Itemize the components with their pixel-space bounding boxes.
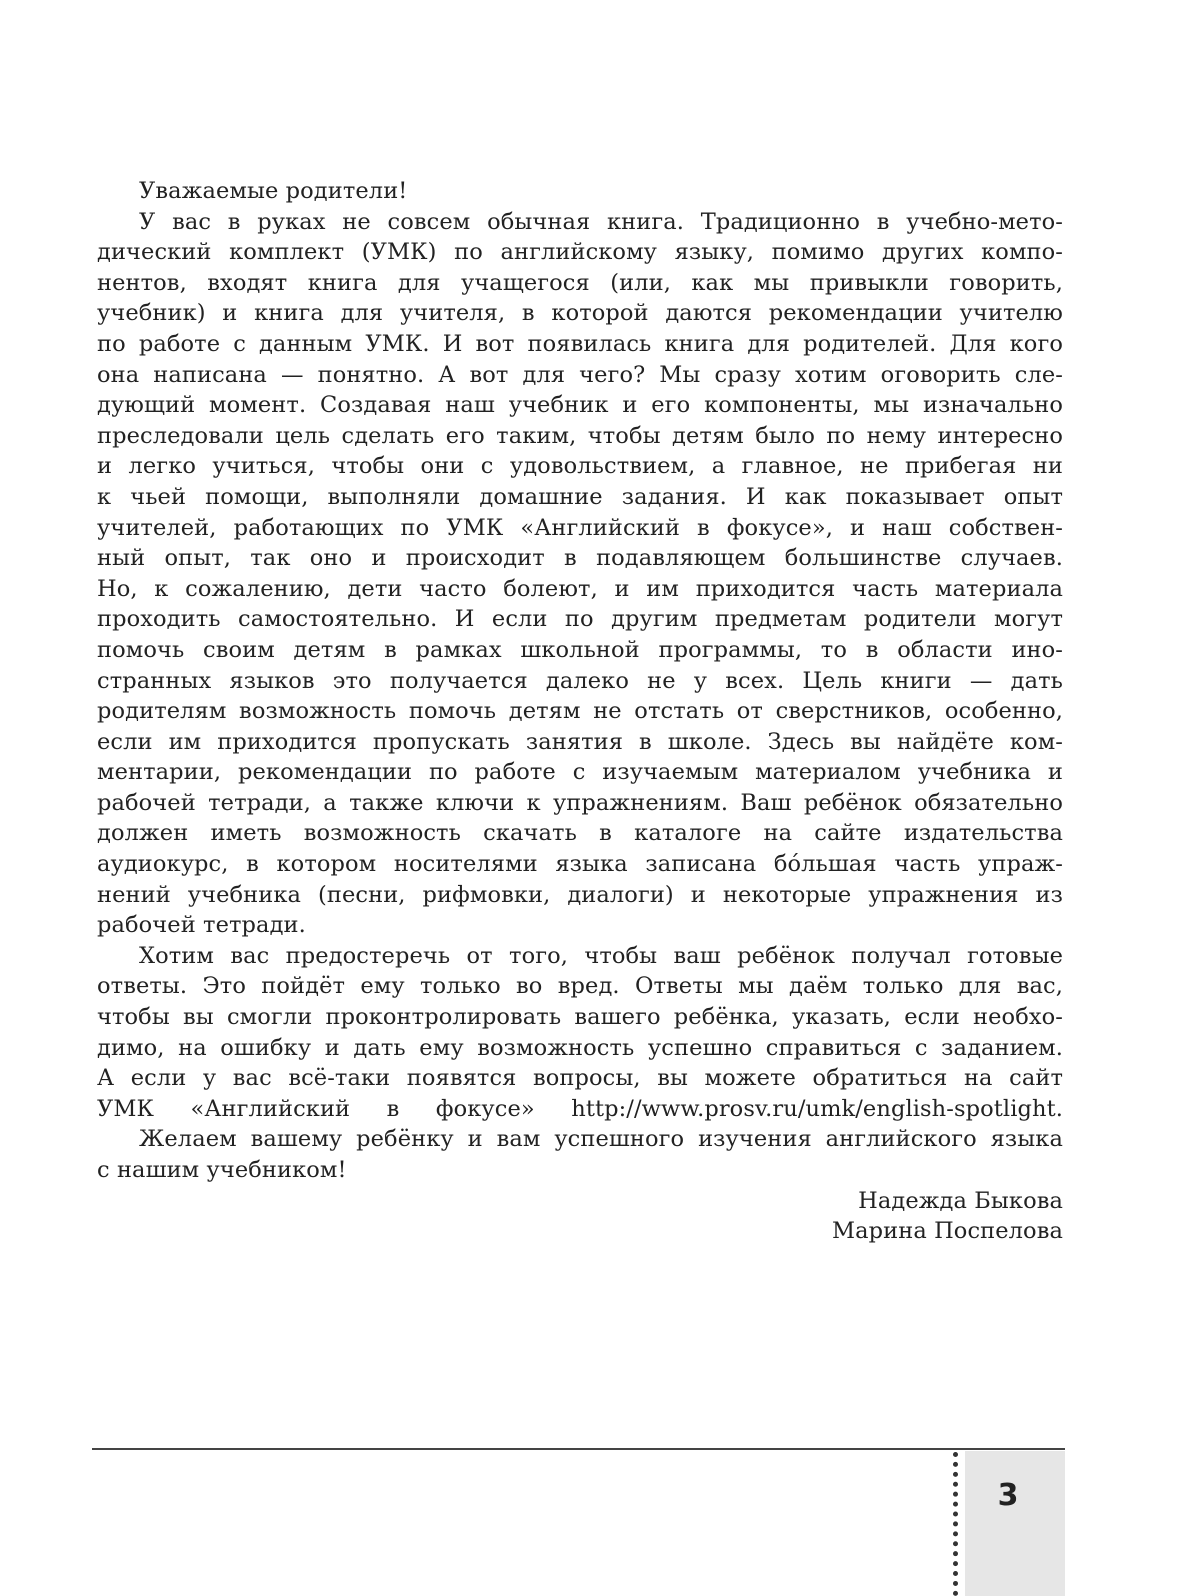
paragraph-1-line: к чьей помощи, выполняли домашние задания. И как показывает опыт bbox=[97, 483, 1063, 510]
paragraph-1-line: аудиокурс, в котором носителями языка записана бóльшая часть упраж- bbox=[97, 851, 1063, 878]
paragraph-3-line: с нашим учебником! bbox=[97, 1157, 347, 1183]
paragraph-1-line: и легко учиться, чтобы они с удовольствием, а главное, не прибегая ни bbox=[97, 453, 1063, 480]
paragraph-1-line: по работе с данным УМК. И вот появилась книга для родителей. Для кого bbox=[97, 330, 1063, 357]
paragraph-2-line: ответы. Это пойдёт ему только во вред. Ответы мы даём только для вас, bbox=[97, 973, 1063, 1000]
paragraph-1-line: рабочей тетради. bbox=[97, 912, 306, 939]
paragraph-1-line: нентов, входят книга для учащегося (или, как мы привыкли говорить, bbox=[97, 269, 1063, 296]
paragraph-3-line: Желаем вашему ребёнку и вам успешного изучения английского языка bbox=[139, 1126, 1063, 1153]
dotted-separator bbox=[953, 1452, 958, 1596]
letter-body bbox=[97, 176, 1063, 1247]
paragraph-1-line: учителей, работающих по УМК «Английский в фокусе», и наш собствен- bbox=[97, 514, 1063, 541]
paragraph-1-line: учебник) и книга для учителя, в которой даются рекомендации учителю bbox=[97, 300, 1063, 327]
paragraph-1-line: родителям возможность помочь детям не отстать от сверстников, особенно, bbox=[97, 698, 1063, 725]
paragraph-1-line: она написана — понятно. А вот для чего? Мы сразу хотим оговорить сле- bbox=[97, 361, 1063, 388]
paragraph-1-line: должен иметь возможность скачать в каталоге на сайте издательства bbox=[97, 820, 1063, 847]
salutation: Уважаемые родители! bbox=[139, 178, 408, 204]
paragraph-1-line: рабочей тетради, а также ключи к упражнениям. Ваш ребёнок обязательно bbox=[97, 789, 1063, 816]
paragraph-1-line: если им приходится пропускать занятия в школе. Здесь вы найдёте ком- bbox=[97, 728, 1063, 755]
paragraph-1-line: дующий момент. Создавая наш учебник и его компоненты, мы изначально bbox=[97, 392, 1063, 419]
paragraph-1-line: нений учебника (песни, рифмовки, диалоги) и некоторые упражнения из bbox=[97, 881, 1063, 908]
paragraph-1-line: ментарии, рекомендации по работе с изучаемым материалом учебника и bbox=[97, 759, 1063, 786]
page-number-tab bbox=[965, 1451, 1065, 1596]
signature-author-2: Марина Поспелова bbox=[831, 1218, 1063, 1245]
paragraph-1-line: ный опыт, так оно и происходит в подавляющем большинстве случаев. bbox=[97, 545, 1063, 572]
paragraph-2-line: чтобы вы смогли проконтролировать вашего ребёнка, указать, если необхо- bbox=[97, 1004, 1063, 1031]
page-number: 3 bbox=[997, 1478, 1019, 1513]
paragraph-1-line: У вас в руках не совсем обычная книга. Традиционно в учебно-мето- bbox=[139, 208, 1063, 235]
paragraph-1-line: дический комплект (УМК) по английскому языку, помимо других компо- bbox=[97, 239, 1063, 266]
paragraph-1-line: проходить самостоятельно. И если по другим предметам родители могут bbox=[97, 606, 1063, 633]
paragraph-2-line: А если у вас всё-таки появятся вопросы, вы можете обратиться на сайт bbox=[97, 1065, 1063, 1092]
signature-author-1: Надежда Быкова bbox=[858, 1187, 1063, 1214]
paragraph-1-line: помочь своим детям в рамках школьной программы, то в области ино- bbox=[97, 636, 1063, 663]
paragraph-1-line: странных языков это получается далеко не у всех. Цель книги — дать bbox=[97, 667, 1063, 694]
paragraph-1-line: преследовали цель сделать его таким, чтобы детям было по нему интересно bbox=[97, 422, 1063, 449]
footer-divider bbox=[92, 1448, 1065, 1450]
paragraph-2-line: димо, на ошибку и дать ему возможность успешно справиться с заданием. bbox=[97, 1034, 1063, 1061]
paragraph-2-line: УМК «Английский в фокусе» http://www.prosv.ru/umk/english-spotlight. bbox=[97, 1095, 1063, 1122]
paragraph-2-line: Хотим вас предостеречь от того, чтобы ваш ребёнок получал готовые bbox=[139, 942, 1063, 969]
paragraph-1-line: Но, к сожалению, дети часто болеют, и им приходится часть материала bbox=[97, 575, 1063, 602]
